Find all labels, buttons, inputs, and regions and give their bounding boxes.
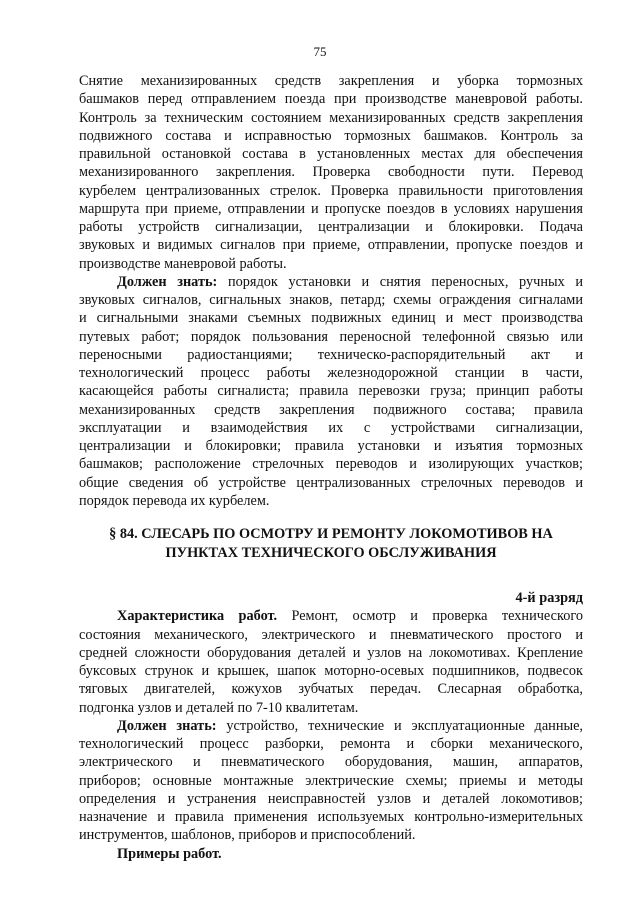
examples-label: Примеры работ. (117, 845, 222, 862)
text-line: башмаков перед отправлением поезда при производстве маневровой работы. (79, 91, 583, 108)
text-line: централизации и блокировки; правила установки и изъятия тормозных (79, 438, 583, 454)
text-line (79, 607, 583, 625)
text-line: производстве маневровой работы. (79, 255, 287, 272)
text-line: курбелем централизованных стрелок. Проверка правильности приготовления (79, 182, 583, 199)
text-line: маршрута при приеме, отправлении и пропуске поездов в условиях нарушения (79, 200, 583, 217)
text-line: механизированного закрепления. Проверка свободности пути. Перевод (79, 164, 583, 181)
text-line: Снятие механизированных средств закрепления и уборка тормозных (79, 73, 583, 89)
page-number: 75 (313, 44, 327, 59)
section-84 (79, 525, 583, 863)
text-line: приборов; основные монтажные электрические схемы; приемы и методы (79, 772, 583, 789)
text-line: работы устройств сигнализации, централизации и блокировки. Подача (79, 219, 583, 235)
text-line (79, 717, 583, 735)
knowledge-text: порядок установки и снятия переносных, ручных и (227, 273, 583, 290)
text-line: инструментов, шаблонов, приборов и приспособлений. (79, 827, 416, 844)
intro-paragraph (79, 72, 583, 273)
characteristics-paragraph (79, 607, 583, 717)
text-line: эксплуатации и взаимодействия их с устройствами сигнализации, (79, 419, 583, 436)
text-line: касающейся работы сигналиста; правила перевозки груза; принцип работы (79, 383, 583, 400)
text-line: и сигнальными знаками съемных подвижных единиц и мест производства (79, 310, 583, 327)
knowledge-label: Должен знать: (117, 273, 218, 290)
text-line: буксовых струнок и крышек, шапок моторно-осевых подшипников, подвесок (79, 663, 583, 679)
text-line: технологический процесс разборки, ремонта и сборки механического, (79, 736, 583, 752)
text-line: тяговых двигателей, кожухов зубчатых передач. Слесарная обработка, (79, 681, 583, 698)
text-line: назначение и правила применения используемых контрольно-измерительных (79, 809, 583, 825)
grade-label: 4-й разряд (515, 590, 583, 606)
text-line: механизированных средств закрепления подвижного состава; правила (79, 401, 583, 418)
knowledge-text: устройство, технические и эксплуатационные данные, (226, 717, 584, 734)
text-line: подгонка узлов и деталей по 7-10 квалитетам. (79, 699, 359, 716)
knowledge-paragraph-2 (79, 717, 583, 845)
text-line: звуковых и видимых сигналов при приеме, отправлении, пропуске поездов и (79, 237, 583, 254)
text-line: порядок перевода их курбелем. (79, 492, 270, 509)
section-heading-line-2: ПУНКТАХ ТЕХНИЧЕСКОГО ОБСЛУЖИВАНИЯ (165, 545, 497, 561)
text-line: определения и устранения неисправностей узлов и деталей локомотивов; (79, 790, 583, 807)
text-line: Контроль за техническим состоянием механизированных средств закрепления (79, 109, 583, 126)
section-heading-line-1: § 84. СЛЕСАРЬ ПО ОСМОТРУ И РЕМОНТУ ЛОКОМОТИВОВ НА (109, 526, 553, 542)
text-line: переносными радиостанциями; техническо-распорядительный акт и (79, 346, 583, 363)
intro-block (79, 72, 583, 510)
text-line: звуковых сигналов, сигнальных знаков, петард; схемы ограждения сигналами (79, 292, 583, 308)
text-line: состояния механического, электрического и пневматического простого и (79, 626, 583, 643)
examples-label-line (79, 845, 583, 863)
characteristics-label: Характеристика работ. (117, 608, 278, 625)
characteristics-text: Ремонт, осмотр и проверка технического (291, 608, 583, 625)
text-line: электрического и пневматического оборудования, машин, аппаратов, (79, 754, 583, 771)
text-line: правильной остановкой состава в установленных местах для обеспечения (79, 146, 583, 162)
text-line: башмаков; расположение стрелочных переводов и изолирующих участков; (79, 456, 583, 473)
text-line: технологический процесс работы железнодорожной станции в части, (79, 365, 583, 381)
section-heading (79, 525, 583, 563)
text-line: путевых работ; порядок пользования переносной телефонной связью или (79, 328, 583, 345)
knowledge-label: Должен знать: (117, 717, 217, 734)
text-line: подвижного состава и исправностью тормозных башмаков. Контроль за (79, 127, 583, 144)
text-line (79, 273, 583, 291)
knowledge-paragraph-1 (79, 273, 583, 510)
text-line: общие сведения об устройстве централизованных стрелочных переводов и (79, 474, 583, 491)
text-line: средней сложности оборудования деталей и узлов на локомотивах. Крепление (79, 644, 583, 661)
